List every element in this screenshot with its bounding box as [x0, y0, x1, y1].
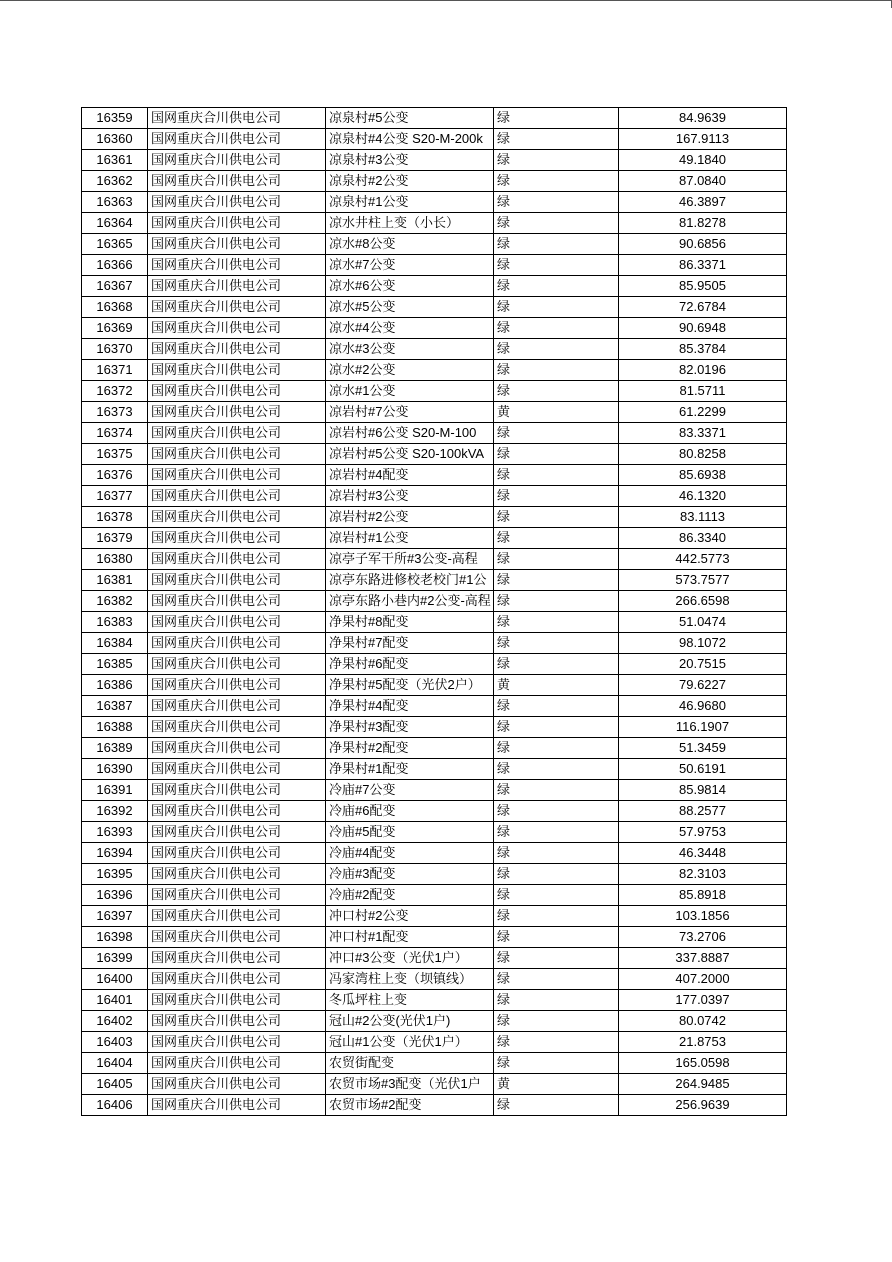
- transformer-name-cell: 冷庙#7公变: [326, 780, 494, 801]
- row-id-cell: 16380: [82, 549, 148, 570]
- transformer-name-cell: 冷庙#6配变: [326, 801, 494, 822]
- transformer-name-cell: 冲口村#2公变: [326, 906, 494, 927]
- table-row: [82, 738, 787, 759]
- row-id-cell: 16397: [82, 906, 148, 927]
- row-id-cell: 16404: [82, 1053, 148, 1074]
- table-row: [82, 948, 787, 969]
- row-id-cell: 16389: [82, 738, 148, 759]
- company-cell: 国网重庆合川供电公司: [148, 885, 326, 906]
- table-row: [82, 381, 787, 402]
- company-cell: 国网重庆合川供电公司: [148, 906, 326, 927]
- table-row: [82, 1095, 787, 1116]
- status-cell: 绿: [494, 129, 619, 150]
- row-id-cell: 16395: [82, 864, 148, 885]
- status-cell: 绿: [494, 549, 619, 570]
- status-cell: 绿: [494, 444, 619, 465]
- status-cell: 绿: [494, 633, 619, 654]
- value-cell: 72.6784: [619, 297, 787, 318]
- status-cell: 绿: [494, 948, 619, 969]
- value-cell: 86.3371: [619, 255, 787, 276]
- company-cell: 国网重庆合川供电公司: [148, 1074, 326, 1095]
- row-id-cell: 16379: [82, 528, 148, 549]
- row-id-cell: 16372: [82, 381, 148, 402]
- status-cell: 绿: [494, 759, 619, 780]
- status-cell: 绿: [494, 381, 619, 402]
- transformer-name-cell: 凉亭子军干所#3公变-高程: [326, 549, 494, 570]
- transformer-name-cell: 冲口#3公变（光伏1户）: [326, 948, 494, 969]
- value-cell: 85.6938: [619, 465, 787, 486]
- company-cell: 国网重庆合川供电公司: [148, 150, 326, 171]
- company-cell: 国网重庆合川供电公司: [148, 696, 326, 717]
- transformer-name-cell: 农贸市场#3配变（光伏1户: [326, 1074, 494, 1095]
- row-id-cell: 16384: [82, 633, 148, 654]
- status-cell: 绿: [494, 108, 619, 129]
- table-row: [82, 906, 787, 927]
- company-cell: 国网重庆合川供电公司: [148, 801, 326, 822]
- company-cell: 国网重庆合川供电公司: [148, 1011, 326, 1032]
- value-cell: 79.6227: [619, 675, 787, 696]
- transformer-name-cell: 凉亭东路小巷内#2公变-高程: [326, 591, 494, 612]
- value-cell: 573.7577: [619, 570, 787, 591]
- table-row: [82, 1053, 787, 1074]
- table-row: [82, 717, 787, 738]
- status-cell: 绿: [494, 801, 619, 822]
- status-cell: 绿: [494, 339, 619, 360]
- value-cell: 82.3103: [619, 864, 787, 885]
- value-cell: 84.9639: [619, 108, 787, 129]
- row-id-cell: 16400: [82, 969, 148, 990]
- transformer-name-cell: 凉岩村#7公变: [326, 402, 494, 423]
- status-cell: 绿: [494, 843, 619, 864]
- transformer-name-cell: 凉岩村#2公变: [326, 507, 494, 528]
- table-row: [82, 1011, 787, 1032]
- table-body: [82, 108, 787, 1116]
- company-cell: 国网重庆合川供电公司: [148, 171, 326, 192]
- table-row: [82, 885, 787, 906]
- company-cell: 国网重庆合川供电公司: [148, 381, 326, 402]
- transformer-name-cell: 凉岩村#6公变 S20-M-100: [326, 423, 494, 444]
- row-id-cell: 16394: [82, 843, 148, 864]
- company-cell: 国网重庆合川供电公司: [148, 402, 326, 423]
- row-id-cell: 16366: [82, 255, 148, 276]
- value-cell: 167.9113: [619, 129, 787, 150]
- table-row: [82, 675, 787, 696]
- table-row: [82, 171, 787, 192]
- value-cell: 256.9639: [619, 1095, 787, 1116]
- transformer-name-cell: 净果村#6配变: [326, 654, 494, 675]
- status-cell: 绿: [494, 423, 619, 444]
- transformer-name-cell: 凉岩村#5公变 S20-100kVA: [326, 444, 494, 465]
- status-cell: 绿: [494, 255, 619, 276]
- table-row: [82, 591, 787, 612]
- transformer-name-cell: 凉水#2公变: [326, 360, 494, 381]
- company-cell: 国网重庆合川供电公司: [148, 444, 326, 465]
- status-cell: 绿: [494, 276, 619, 297]
- value-cell: 51.3459: [619, 738, 787, 759]
- table-row: [82, 318, 787, 339]
- status-cell: 绿: [494, 654, 619, 675]
- status-cell: 绿: [494, 1032, 619, 1053]
- value-cell: 80.0742: [619, 1011, 787, 1032]
- status-cell: 绿: [494, 213, 619, 234]
- row-id-cell: 16391: [82, 780, 148, 801]
- row-id-cell: 16368: [82, 297, 148, 318]
- value-cell: 407.2000: [619, 969, 787, 990]
- row-id-cell: 16362: [82, 171, 148, 192]
- transformer-name-cell: 凉泉村#3公变: [326, 150, 494, 171]
- table-row: [82, 570, 787, 591]
- value-cell: 86.3340: [619, 528, 787, 549]
- value-cell: 81.8278: [619, 213, 787, 234]
- company-cell: 国网重庆合川供电公司: [148, 759, 326, 780]
- company-cell: 国网重庆合川供电公司: [148, 129, 326, 150]
- status-cell: 绿: [494, 738, 619, 759]
- row-id-cell: 16364: [82, 213, 148, 234]
- status-cell: 绿: [494, 192, 619, 213]
- company-cell: 国网重庆合川供电公司: [148, 612, 326, 633]
- value-cell: 49.1840: [619, 150, 787, 171]
- transformer-name-cell: 凉水#1公变: [326, 381, 494, 402]
- company-cell: 国网重庆合川供电公司: [148, 591, 326, 612]
- row-id-cell: 16396: [82, 885, 148, 906]
- transformer-name-cell: 凉水#7公变: [326, 255, 494, 276]
- company-cell: 国网重庆合川供电公司: [148, 213, 326, 234]
- transformer-name-cell: 凉泉村#4公变 S20-M-200k: [326, 129, 494, 150]
- value-cell: 165.0598: [619, 1053, 787, 1074]
- value-cell: 90.6856: [619, 234, 787, 255]
- status-cell: 绿: [494, 969, 619, 990]
- transformer-table: [81, 107, 787, 1116]
- value-cell: 85.3784: [619, 339, 787, 360]
- transformer-name-cell: 冠山#2公变(光伏1户): [326, 1011, 494, 1032]
- value-cell: 103.1856: [619, 906, 787, 927]
- table-row: [82, 549, 787, 570]
- value-cell: 57.9753: [619, 822, 787, 843]
- row-id-cell: 16387: [82, 696, 148, 717]
- company-cell: 国网重庆合川供电公司: [148, 717, 326, 738]
- row-id-cell: 16365: [82, 234, 148, 255]
- company-cell: 国网重庆合川供电公司: [148, 633, 326, 654]
- transformer-name-cell: 净果村#7配变: [326, 633, 494, 654]
- table-row: [82, 1074, 787, 1095]
- company-cell: 国网重庆合川供电公司: [148, 864, 326, 885]
- row-id-cell: 16398: [82, 927, 148, 948]
- status-cell: 绿: [494, 318, 619, 339]
- company-cell: 国网重庆合川供电公司: [148, 486, 326, 507]
- transformer-name-cell: 凉水#3公变: [326, 339, 494, 360]
- transformer-name-cell: 净果村#3配变: [326, 717, 494, 738]
- page-top-border: [0, 0, 892, 1]
- company-cell: 国网重庆合川供电公司: [148, 1095, 326, 1116]
- table-row: [82, 612, 787, 633]
- transformer-name-cell: 凉泉村#5公变: [326, 108, 494, 129]
- value-cell: 116.1907: [619, 717, 787, 738]
- row-id-cell: 16369: [82, 318, 148, 339]
- company-cell: 国网重庆合川供电公司: [148, 927, 326, 948]
- company-cell: 国网重庆合川供电公司: [148, 570, 326, 591]
- status-cell: 绿: [494, 612, 619, 633]
- value-cell: 83.1113: [619, 507, 787, 528]
- value-cell: 51.0474: [619, 612, 787, 633]
- row-id-cell: 16385: [82, 654, 148, 675]
- table-row: [82, 990, 787, 1011]
- status-cell: 黄: [494, 1074, 619, 1095]
- transformer-name-cell: 冯家湾柱上变（坝镇线）: [326, 969, 494, 990]
- status-cell: 绿: [494, 780, 619, 801]
- value-cell: 85.8918: [619, 885, 787, 906]
- table-row: [82, 654, 787, 675]
- transformer-name-cell: 凉水#4公变: [326, 318, 494, 339]
- value-cell: 442.5773: [619, 549, 787, 570]
- value-cell: 266.6598: [619, 591, 787, 612]
- status-cell: 黄: [494, 675, 619, 696]
- value-cell: 82.0196: [619, 360, 787, 381]
- row-id-cell: 16373: [82, 402, 148, 423]
- transformer-name-cell: 净果村#1配变: [326, 759, 494, 780]
- status-cell: 绿: [494, 864, 619, 885]
- table-row: [82, 444, 787, 465]
- company-cell: 国网重庆合川供电公司: [148, 297, 326, 318]
- table-row: [82, 528, 787, 549]
- row-id-cell: 16392: [82, 801, 148, 822]
- value-cell: 20.7515: [619, 654, 787, 675]
- transformer-name-cell: 凉泉村#1公变: [326, 192, 494, 213]
- status-cell: 绿: [494, 150, 619, 171]
- transformer-name-cell: 净果村#5配变（光伏2户）: [326, 675, 494, 696]
- company-cell: 国网重庆合川供电公司: [148, 360, 326, 381]
- company-cell: 国网重庆合川供电公司: [148, 276, 326, 297]
- status-cell: 绿: [494, 528, 619, 549]
- company-cell: 国网重庆合川供电公司: [148, 843, 326, 864]
- row-id-cell: 16376: [82, 465, 148, 486]
- table-row: [82, 213, 787, 234]
- table-row: [82, 360, 787, 381]
- row-id-cell: 16386: [82, 675, 148, 696]
- transformer-name-cell: 凉泉村#2公变: [326, 171, 494, 192]
- status-cell: 绿: [494, 927, 619, 948]
- table-row: [82, 276, 787, 297]
- company-cell: 国网重庆合川供电公司: [148, 780, 326, 801]
- value-cell: 73.2706: [619, 927, 787, 948]
- transformer-name-cell: 凉水#5公变: [326, 297, 494, 318]
- table-row: [82, 927, 787, 948]
- company-cell: 国网重庆合川供电公司: [148, 822, 326, 843]
- value-cell: 46.3897: [619, 192, 787, 213]
- status-cell: 绿: [494, 465, 619, 486]
- company-cell: 国网重庆合川供电公司: [148, 507, 326, 528]
- table-row: [82, 843, 787, 864]
- status-cell: 绿: [494, 990, 619, 1011]
- table-row: [82, 129, 787, 150]
- value-cell: 85.9505: [619, 276, 787, 297]
- row-id-cell: 16401: [82, 990, 148, 1011]
- row-id-cell: 16390: [82, 759, 148, 780]
- row-id-cell: 16370: [82, 339, 148, 360]
- transformer-name-cell: 冷庙#4配变: [326, 843, 494, 864]
- row-id-cell: 16359: [82, 108, 148, 129]
- status-cell: 绿: [494, 1011, 619, 1032]
- company-cell: 国网重庆合川供电公司: [148, 738, 326, 759]
- value-cell: 80.8258: [619, 444, 787, 465]
- value-cell: 337.8887: [619, 948, 787, 969]
- status-cell: 绿: [494, 1053, 619, 1074]
- company-cell: 国网重庆合川供电公司: [148, 654, 326, 675]
- transformer-name-cell: 凉亭东路进修校老校门#1公: [326, 570, 494, 591]
- company-cell: 国网重庆合川供电公司: [148, 465, 326, 486]
- transformer-name-cell: 冠山#1公变（光伏1户）: [326, 1032, 494, 1053]
- value-cell: 50.6191: [619, 759, 787, 780]
- company-cell: 国网重庆合川供电公司: [148, 423, 326, 444]
- status-cell: 绿: [494, 591, 619, 612]
- status-cell: 绿: [494, 234, 619, 255]
- table-row: [82, 234, 787, 255]
- row-id-cell: 16393: [82, 822, 148, 843]
- value-cell: 61.2299: [619, 402, 787, 423]
- company-cell: 国网重庆合川供电公司: [148, 255, 326, 276]
- table-row: [82, 633, 787, 654]
- row-id-cell: 16402: [82, 1011, 148, 1032]
- transformer-name-cell: 净果村#8配变: [326, 612, 494, 633]
- transformer-name-cell: 冷庙#2配变: [326, 885, 494, 906]
- status-cell: 绿: [494, 717, 619, 738]
- table-row: [82, 150, 787, 171]
- row-id-cell: 16360: [82, 129, 148, 150]
- table-row: [82, 297, 787, 318]
- row-id-cell: 16367: [82, 276, 148, 297]
- status-cell: 绿: [494, 507, 619, 528]
- company-cell: 国网重庆合川供电公司: [148, 318, 326, 339]
- row-id-cell: 16361: [82, 150, 148, 171]
- status-cell: 绿: [494, 906, 619, 927]
- transformer-name-cell: 净果村#4配变: [326, 696, 494, 717]
- table-row: [82, 759, 787, 780]
- table-row: [82, 192, 787, 213]
- row-id-cell: 16382: [82, 591, 148, 612]
- status-cell: 绿: [494, 1095, 619, 1116]
- table-row: [82, 108, 787, 129]
- table-row: [82, 696, 787, 717]
- table-row: [82, 423, 787, 444]
- table-row: [82, 339, 787, 360]
- row-id-cell: 16377: [82, 486, 148, 507]
- transformer-name-cell: 凉水井柱上变（小长）: [326, 213, 494, 234]
- value-cell: 177.0397: [619, 990, 787, 1011]
- value-cell: 85.9814: [619, 780, 787, 801]
- table-row: [82, 801, 787, 822]
- value-cell: 264.9485: [619, 1074, 787, 1095]
- row-id-cell: 16399: [82, 948, 148, 969]
- value-cell: 81.5711: [619, 381, 787, 402]
- status-cell: 绿: [494, 486, 619, 507]
- status-cell: 黄: [494, 402, 619, 423]
- transformer-name-cell: 凉水#8公变: [326, 234, 494, 255]
- status-cell: 绿: [494, 885, 619, 906]
- table-row: [82, 507, 787, 528]
- status-cell: 绿: [494, 360, 619, 381]
- company-cell: 国网重庆合川供电公司: [148, 192, 326, 213]
- transformer-name-cell: 冬瓜坪柱上变: [326, 990, 494, 1011]
- transformer-name-cell: 冲口村#1配变: [326, 927, 494, 948]
- value-cell: 98.1072: [619, 633, 787, 654]
- company-cell: 国网重庆合川供电公司: [148, 990, 326, 1011]
- row-id-cell: 16378: [82, 507, 148, 528]
- table-row: [82, 822, 787, 843]
- row-id-cell: 16388: [82, 717, 148, 738]
- row-id-cell: 16381: [82, 570, 148, 591]
- company-cell: 国网重庆合川供电公司: [148, 948, 326, 969]
- transformer-name-cell: 凉岩村#1公变: [326, 528, 494, 549]
- transformer-name-cell: 凉岩村#3公变: [326, 486, 494, 507]
- company-cell: 国网重庆合川供电公司: [148, 1053, 326, 1074]
- status-cell: 绿: [494, 570, 619, 591]
- row-id-cell: 16374: [82, 423, 148, 444]
- transformer-name-cell: 净果村#2配变: [326, 738, 494, 759]
- row-id-cell: 16371: [82, 360, 148, 381]
- row-id-cell: 16406: [82, 1095, 148, 1116]
- table-row: [82, 402, 787, 423]
- value-cell: 46.9680: [619, 696, 787, 717]
- row-id-cell: 16363: [82, 192, 148, 213]
- company-cell: 国网重庆合川供电公司: [148, 339, 326, 360]
- transformer-name-cell: 冷庙#5配变: [326, 822, 494, 843]
- transformer-name-cell: 凉岩村#4配变: [326, 465, 494, 486]
- value-cell: 88.2577: [619, 801, 787, 822]
- value-cell: 21.8753: [619, 1032, 787, 1053]
- table-row: [82, 864, 787, 885]
- status-cell: 绿: [494, 297, 619, 318]
- company-cell: 国网重庆合川供电公司: [148, 675, 326, 696]
- status-cell: 绿: [494, 696, 619, 717]
- value-cell: 46.1320: [619, 486, 787, 507]
- company-cell: 国网重庆合川供电公司: [148, 1032, 326, 1053]
- row-id-cell: 16383: [82, 612, 148, 633]
- table-row: [82, 486, 787, 507]
- table-row: [82, 465, 787, 486]
- row-id-cell: 16375: [82, 444, 148, 465]
- status-cell: 绿: [494, 171, 619, 192]
- company-cell: 国网重庆合川供电公司: [148, 549, 326, 570]
- company-cell: 国网重庆合川供电公司: [148, 528, 326, 549]
- table-row: [82, 969, 787, 990]
- value-cell: 83.3371: [619, 423, 787, 444]
- transformer-name-cell: 农贸市场#2配变: [326, 1095, 494, 1116]
- row-id-cell: 16405: [82, 1074, 148, 1095]
- table-row: [82, 1032, 787, 1053]
- value-cell: 46.3448: [619, 843, 787, 864]
- transformer-name-cell: 凉水#6公变: [326, 276, 494, 297]
- transformer-name-cell: 农贸街配变: [326, 1053, 494, 1074]
- company-cell: 国网重庆合川供电公司: [148, 108, 326, 129]
- row-id-cell: 16403: [82, 1032, 148, 1053]
- table-row: [82, 780, 787, 801]
- table-row: [82, 255, 787, 276]
- status-cell: 绿: [494, 822, 619, 843]
- value-cell: 90.6948: [619, 318, 787, 339]
- transformer-name-cell: 冷庙#3配变: [326, 864, 494, 885]
- value-cell: 87.0840: [619, 171, 787, 192]
- company-cell: 国网重庆合川供电公司: [148, 969, 326, 990]
- company-cell: 国网重庆合川供电公司: [148, 234, 326, 255]
